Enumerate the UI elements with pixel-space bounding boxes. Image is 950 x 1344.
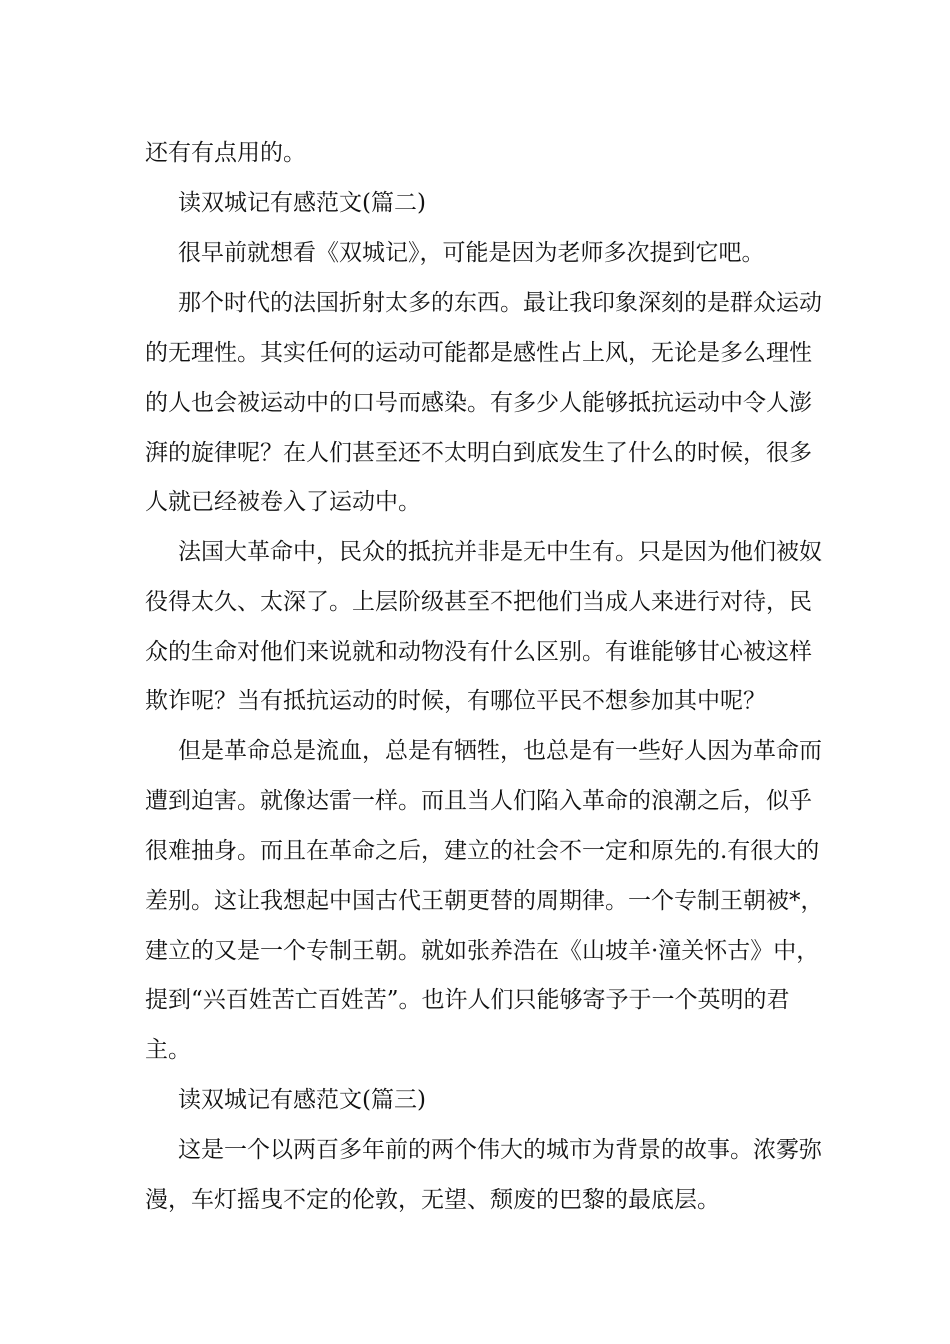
text-line: 法国大革命中，民众的抵抗并非是无中生有。只是因为他们被奴 xyxy=(178,539,822,565)
text-line: 很难抽身。而且在革命之后，建立的社会不一定和原先的.有很大的 xyxy=(145,838,820,864)
text-line: 的无理性。其实任何的运动可能都是感性占上风，无论是多么理性 xyxy=(145,340,812,366)
text-line: 役得太久、太深了。上层阶级甚至不把他们当成人来进行对待，民 xyxy=(145,589,812,615)
text-line: 遭到迫害。就像达雷一样。而且当人们陷入革命的浪潮之后，似乎 xyxy=(145,788,812,814)
section-heading: 读双城记有感范文(篇二) xyxy=(178,190,426,216)
text-line: 的人也会被运动中的口号而感染。有多少人能够抵抗运动中令人澎 xyxy=(145,390,812,416)
text-line: 人就已经被卷入了运动中。 xyxy=(145,489,421,515)
text-line: 还有有点用的。 xyxy=(145,140,306,166)
text-line: 众的生命对他们来说就和动物没有什么区别。有谁能够甘心被这样 xyxy=(145,639,812,665)
text-line: 这是一个以两百多年前的两个伟大的城市为背景的故事。浓雾弥 xyxy=(178,1137,822,1163)
text-line: 湃的旋律呢？在人们甚至还不太明白到底发生了什么的时候，很多 xyxy=(145,440,812,466)
text-line: 差别。这让我想起中国古代王朝更替的周期律。一个专制王朝被*， xyxy=(145,888,824,914)
text-line: 很早前就想看《双城记》，可能是因为老师多次提到它吧。 xyxy=(178,240,765,266)
text-line: 主。 xyxy=(145,1037,191,1063)
text-line: 建立的又是一个专制王朝。就如张养浩在《山坡羊·潼关怀古》中， xyxy=(145,938,820,964)
text-line: 但是革命总是流血，总是有牺牲，也总是有一些好人因为革命而 xyxy=(178,738,822,764)
text-line: 那个时代的法国折射太多的东西。最让我印象深刻的是群众运动 xyxy=(178,290,822,316)
section-heading: 读双城记有感范文(篇三) xyxy=(178,1087,426,1113)
text-line: 提到“兴百姓苦亡百姓苦”。也许人们只能够寄予于一个英明的君 xyxy=(145,987,790,1013)
text-line: 欺诈呢？当有抵抗运动的时候，有哪位平民不想参加其中呢？ xyxy=(145,688,766,714)
text-line: 漫，车灯摇曳不定的伦敦，无望、颓废的巴黎的最底层。 xyxy=(145,1187,720,1213)
